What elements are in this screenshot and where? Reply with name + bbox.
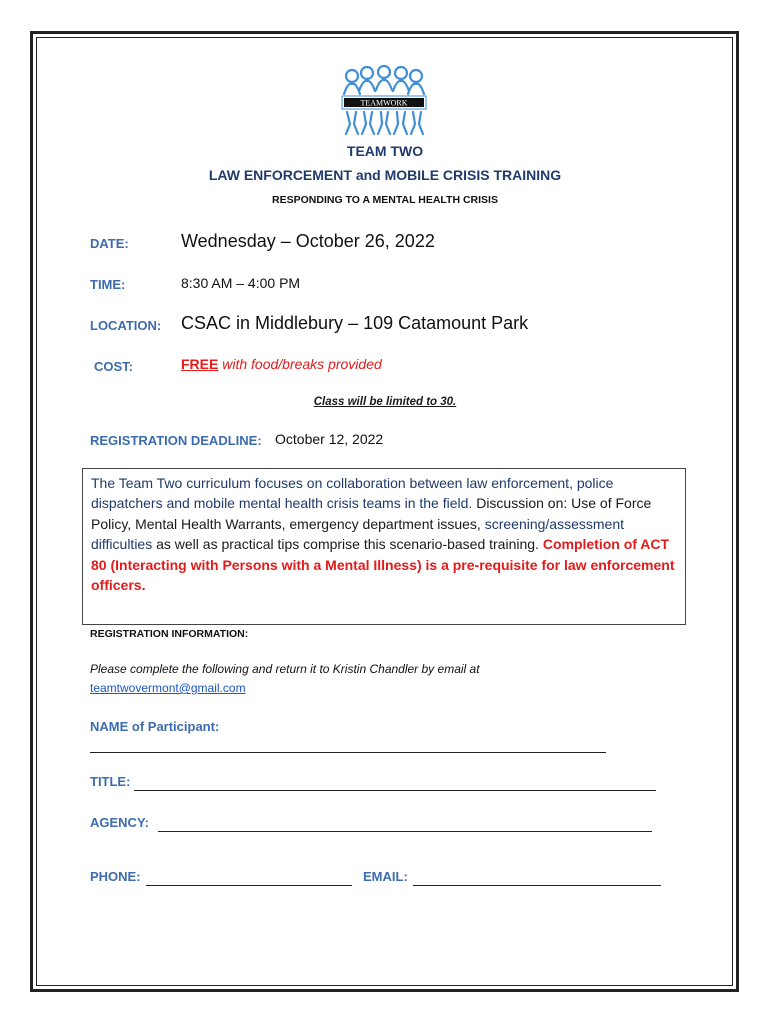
prerequisite-warning: Completion of ACT 80 (Interacting with Persons with a Mental Illness) is a pre-requisite for law enforcement officers. [91, 536, 675, 594]
contact-email-link[interactable]: teamtwovermont@gmail.com [90, 681, 246, 695]
title-training: LAW ENFORCEMENT and MOBILE CRISIS TRAINING [208, 167, 562, 183]
agency-field-line[interactable] [158, 831, 652, 832]
cost-label: COST: [94, 359, 133, 374]
deadline-value: October 12, 2022 [275, 431, 384, 447]
time-label: TIME: [90, 277, 126, 292]
curriculum-intro: The Team Two curriculum focuses on collaboration between law enforcement, police dispatchers and mobile mental health crisis teams in the field. [91, 475, 614, 512]
agency-label: AGENCY: [90, 815, 149, 830]
registration-heading: REGISTRATION INFORMATION: [90, 628, 249, 640]
curriculum-tips: as well as practical tips comprise this scenario-based training. [152, 536, 543, 553]
deadline-label: REGISTRATION DEADLINE: [90, 433, 262, 448]
email-label: EMAIL: [363, 869, 408, 884]
phone-field-line[interactable] [146, 885, 352, 886]
curriculum-box [82, 468, 686, 625]
phone-label: PHONE: [90, 869, 141, 884]
name-field-line[interactable] [90, 752, 606, 753]
location-value: CSAC in Middlebury – 109 Catamount Park [181, 313, 529, 333]
cost-free: FREE [181, 356, 219, 372]
location-label: LOCATION: [90, 318, 162, 333]
class-limit-note: Class will be limited to 30. [313, 396, 457, 408]
cost-value [181, 356, 382, 374]
teamwork-logo [338, 64, 430, 138]
title-team-two: TEAM TWO [346, 143, 424, 159]
time-value: 8:30 AM – 4:00 PM [181, 275, 301, 291]
title-label: TITLE: [90, 774, 131, 789]
subtitle: RESPONDING TO A MENTAL HEALTH CRISIS [272, 194, 498, 206]
cost-note: with food/breaks provided [218, 356, 382, 372]
registration-instructions: Please complete the following and return it to Kristin Chandler by email at [90, 662, 480, 676]
title-field-line[interactable] [134, 790, 656, 791]
date-value: Wednesday – October 26, 2022 [181, 231, 435, 251]
curriculum-screening: screening/assessment difficulties [91, 515, 625, 553]
name-label: NAME of Participant: [90, 719, 220, 734]
date-label: DATE: [90, 236, 129, 251]
curriculum-topics: Discussion on: Use of Force Policy, Mental Health Warrants, emergency department issues, [91, 495, 652, 532]
email-field-line[interactable] [413, 885, 661, 886]
logo-text: TEAMWORK [360, 98, 408, 108]
